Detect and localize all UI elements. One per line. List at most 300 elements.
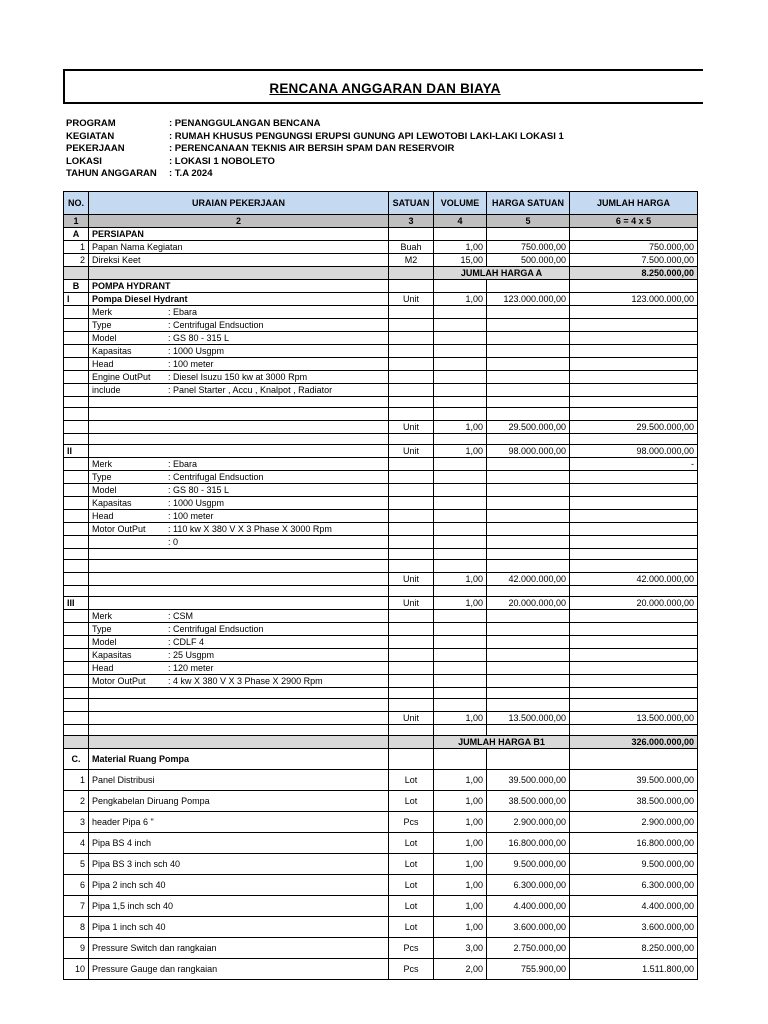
column-number: 3 — [389, 215, 434, 228]
spec-value: : CDLF 4 — [168, 636, 205, 647]
item-price: 123.000.000,00 — [487, 293, 570, 306]
item-price: 750.000,00 — [487, 241, 570, 254]
item-unit: Lot — [389, 896, 434, 917]
item-volume: 1,00 — [434, 896, 487, 917]
table-cell — [434, 332, 487, 345]
item-unit: Lot — [389, 875, 434, 896]
empty-row — [64, 408, 698, 421]
section-title: POMPA HYDRANT — [89, 280, 389, 293]
spec-row — [64, 471, 698, 484]
table-cell — [487, 675, 570, 688]
empty-cell — [89, 586, 389, 597]
spec-key: Kapasitas — [92, 345, 132, 356]
item-total: 39.500.000,00 — [570, 770, 698, 791]
empty-cell — [570, 408, 698, 421]
table-cell — [64, 471, 89, 484]
spec-value: : Centrifugal Endsuction — [168, 319, 264, 330]
extra-row — [64, 712, 698, 725]
table-cell — [434, 523, 487, 536]
empty-cell — [434, 688, 487, 699]
item-price: 9.500.000,00 — [487, 854, 570, 875]
column-number: 2 — [89, 215, 389, 228]
table-row — [64, 791, 698, 812]
table-cell — [487, 497, 570, 510]
info-row — [66, 156, 564, 169]
table-cell — [389, 497, 434, 510]
subtotal-label: JUMLAH HARGA A — [434, 267, 570, 280]
info-key: PEKERJAAN — [66, 143, 125, 155]
empty-cell — [434, 397, 487, 408]
table-cell — [487, 536, 570, 549]
pump-row — [64, 597, 698, 610]
table-cell — [570, 623, 698, 636]
empty-cell — [487, 586, 570, 597]
empty-cell — [487, 725, 570, 736]
spec-cell — [89, 345, 389, 358]
item-volume: 1,00 — [434, 293, 487, 306]
section-title: Material Ruang Pompa — [89, 749, 389, 770]
spec-value: : 1000 Usgpm — [168, 345, 225, 356]
empty-cell — [434, 725, 487, 736]
table-cell — [389, 458, 434, 471]
spec-row — [64, 649, 698, 662]
item-total: 4.400.000,00 — [570, 896, 698, 917]
item-unit: Pcs — [389, 938, 434, 959]
spec-value: : Diesel Isuzu 150 kw at 3000 Rpm — [168, 371, 308, 382]
empty-cell — [487, 688, 570, 699]
spec-key: Head — [92, 510, 114, 521]
info-key: LOKASI — [66, 155, 102, 167]
table-cell — [64, 458, 89, 471]
column-number: 6 = 4 x 5 — [570, 215, 698, 228]
empty-cell — [570, 699, 698, 712]
table-row — [64, 938, 698, 959]
section-no: A — [64, 228, 89, 241]
table-cell — [570, 497, 698, 510]
table-cell — [64, 358, 89, 371]
table-row — [64, 959, 698, 980]
column-number: 5 — [487, 215, 570, 228]
table-cell — [64, 662, 89, 675]
empty-cell — [389, 586, 434, 597]
item-total: 13.500.000,00 — [570, 712, 698, 725]
empty-cell — [570, 560, 698, 573]
info-key: KEGIATAN — [66, 130, 115, 142]
item-price: 2.750.000,00 — [487, 938, 570, 959]
item-volume: 1,00 — [434, 573, 487, 586]
extra-row — [64, 421, 698, 434]
subtotal-row — [64, 736, 698, 749]
table-cell — [570, 306, 698, 319]
table-cell — [434, 280, 487, 293]
empty-cell — [89, 549, 389, 560]
spec-value: : 120 meter — [168, 662, 214, 673]
spec-row — [64, 623, 698, 636]
empty-cell — [570, 434, 698, 445]
spec-row — [64, 384, 698, 397]
table-cell — [389, 636, 434, 649]
column-number: 4 — [434, 215, 487, 228]
spec-key: Model — [92, 636, 117, 647]
table-cell — [389, 536, 434, 549]
empty-cell — [64, 560, 89, 573]
item-no: 6 — [64, 875, 89, 896]
empty-cell — [389, 434, 434, 445]
table-cell — [570, 484, 698, 497]
table-cell — [434, 306, 487, 319]
spec-row — [64, 345, 698, 358]
table-cell — [570, 649, 698, 662]
table-cell — [389, 384, 434, 397]
header-unit: SATUAN — [389, 192, 434, 215]
empty-cell — [434, 434, 487, 445]
table-cell — [89, 421, 389, 434]
item-volume: 15,00 — [434, 254, 487, 267]
item-unit: Unit — [389, 597, 434, 610]
title-box — [63, 69, 703, 104]
item-unit: Unit — [389, 573, 434, 586]
item-total: 9.500.000,00 — [570, 854, 698, 875]
table-cell — [64, 623, 89, 636]
table-cell — [570, 228, 698, 241]
empty-cell — [487, 549, 570, 560]
spec-value: : Centrifugal Endsuction — [168, 471, 264, 482]
table-cell — [64, 736, 89, 749]
table-cell — [434, 636, 487, 649]
table-cell — [570, 610, 698, 623]
info-value: : PERENCANAAN TEKNIS AIR BERSIH SPAM DAN RESERVOIR — [169, 143, 455, 155]
table-cell — [434, 675, 487, 688]
item-volume: 1,00 — [434, 791, 487, 812]
empty-cell — [89, 408, 389, 421]
section-no: C. — [64, 749, 89, 770]
pump-title — [89, 445, 389, 458]
section-no: B — [64, 280, 89, 293]
section-row — [64, 280, 698, 293]
item-price: 98.000.000,00 — [487, 445, 570, 458]
item-desc: Pipa BS 4 inch — [89, 833, 389, 854]
item-total: 1.511.800,00 — [570, 959, 698, 980]
table-cell — [487, 636, 570, 649]
table-cell — [64, 573, 89, 586]
spec-cell — [89, 458, 389, 471]
empty-cell — [64, 586, 89, 597]
table-row — [64, 896, 698, 917]
spec-key: Type — [92, 319, 112, 330]
subtotal-row — [64, 267, 698, 280]
table-cell — [570, 536, 698, 549]
table-cell — [434, 610, 487, 623]
table-cell — [389, 319, 434, 332]
table-cell — [487, 471, 570, 484]
item-total: 16.800.000,00 — [570, 833, 698, 854]
empty-row — [64, 688, 698, 699]
table-cell — [570, 510, 698, 523]
table-cell — [434, 345, 487, 358]
item-price: 39.500.000,00 — [487, 770, 570, 791]
item-desc: header Pipa 6 " — [89, 812, 389, 833]
table-cell — [64, 497, 89, 510]
spec-cell — [89, 623, 389, 636]
item-desc: Pressure Gauge dan rangkaian — [89, 959, 389, 980]
item-volume: 2,00 — [434, 959, 487, 980]
item-unit: Pcs — [389, 812, 434, 833]
table-cell — [89, 712, 389, 725]
table-cell — [434, 319, 487, 332]
empty-row — [64, 434, 698, 445]
spec-key: Head — [92, 662, 114, 673]
empty-cell — [389, 408, 434, 421]
item-desc: Pengkabelan Diruang Pompa — [89, 791, 389, 812]
item-price: 2.900.000,00 — [487, 812, 570, 833]
header-unit-price: HARGA SATUAN — [487, 192, 570, 215]
table-cell — [487, 228, 570, 241]
table-cell — [64, 332, 89, 345]
table-cell — [570, 280, 698, 293]
pump-row — [64, 293, 698, 306]
table-cell — [389, 228, 434, 241]
subtotal-label: JUMLAH HARGA B1 — [434, 736, 570, 749]
empty-cell — [570, 688, 698, 699]
spec-key: include — [92, 384, 121, 395]
table-cell — [389, 749, 434, 770]
table-cell — [89, 573, 389, 586]
table-cell — [64, 306, 89, 319]
item-unit: Lot — [389, 770, 434, 791]
spec-value: : Ebara — [168, 458, 198, 469]
column-number: 1 — [64, 215, 89, 228]
spec-value: : Panel Starter , Accu , Knalpot , Radiator — [168, 384, 333, 395]
table-cell — [389, 332, 434, 345]
table-row — [64, 875, 698, 896]
empty-cell — [389, 699, 434, 712]
item-desc: Papan Nama Kegiatan — [89, 241, 389, 254]
spec-cell — [89, 358, 389, 371]
table-cell — [64, 712, 89, 725]
table-cell — [389, 371, 434, 384]
table-cell — [434, 371, 487, 384]
empty-cell — [389, 725, 434, 736]
spec-row — [64, 662, 698, 675]
empty-cell — [64, 397, 89, 408]
item-unit: Lot — [389, 833, 434, 854]
table-cell — [434, 662, 487, 675]
empty-row — [64, 549, 698, 560]
spec-key: Model — [92, 332, 117, 343]
item-price: 29.500.000,00 — [487, 421, 570, 434]
budget-table — [63, 191, 698, 980]
info-row — [66, 143, 564, 156]
table-cell — [487, 345, 570, 358]
table-cell — [570, 384, 698, 397]
item-volume: 1,00 — [434, 854, 487, 875]
table-row — [64, 854, 698, 875]
table-cell — [570, 358, 698, 371]
subtotal-value: 326.000.000,00 — [570, 736, 698, 749]
spec-value: : CSM — [168, 610, 194, 621]
table-cell — [487, 649, 570, 662]
item-unit: Lot — [389, 791, 434, 812]
table-cell — [570, 319, 698, 332]
table-cell — [487, 319, 570, 332]
spec-cell — [89, 662, 389, 675]
table-cell — [434, 623, 487, 636]
spec-cell — [89, 471, 389, 484]
item-price: 755.900,00 — [487, 959, 570, 980]
table-row — [64, 770, 698, 791]
table-cell — [64, 610, 89, 623]
spec-value: : 1000 Usgpm — [168, 497, 225, 508]
spec-value: : GS 80 - 315 L — [168, 332, 230, 343]
table-cell — [389, 345, 434, 358]
empty-row — [64, 699, 698, 712]
header-no: NO. — [64, 192, 89, 215]
header-total-price: JUMLAH HARGA — [570, 192, 698, 215]
spec-cell — [89, 497, 389, 510]
spec-row — [64, 636, 698, 649]
item-no: 5 — [64, 854, 89, 875]
item-total: 98.000.000,00 — [570, 445, 698, 458]
table-cell — [570, 675, 698, 688]
info-row — [66, 131, 564, 144]
table-cell — [487, 749, 570, 770]
spec-key: Kapasitas — [92, 649, 132, 660]
empty-row — [64, 397, 698, 408]
item-desc: Direksi Keet — [89, 254, 389, 267]
table-row — [64, 241, 698, 254]
spec-value: : 100 meter — [168, 358, 214, 369]
table-cell — [570, 523, 698, 536]
section-row — [64, 228, 698, 241]
info-value: : RUMAH KHUSUS PENGUNGSI ERUPSI GUNUNG API LEWOTOBI LAKI-LAKI LOKASI 1 — [169, 130, 564, 142]
item-total: 3.600.000,00 — [570, 917, 698, 938]
subtotal-value: 8.250.000,00 — [570, 267, 698, 280]
empty-cell — [487, 397, 570, 408]
spec-key: Type — [92, 471, 112, 482]
item-no: 8 — [64, 917, 89, 938]
table-cell — [487, 280, 570, 293]
item-unit: Unit — [389, 712, 434, 725]
table-cell — [389, 523, 434, 536]
spec-key: Engine OutPut — [92, 371, 151, 382]
table-cell — [64, 636, 89, 649]
table-row — [64, 833, 698, 854]
item-total: 20.000.000,00 — [570, 597, 698, 610]
empty-cell — [570, 586, 698, 597]
empty-cell — [389, 549, 434, 560]
table-cell — [389, 280, 434, 293]
empty-cell — [487, 699, 570, 712]
column-number-row — [64, 215, 698, 228]
spec-cell — [89, 536, 389, 549]
table-cell — [434, 358, 487, 371]
spec-value: : 25 Usgpm — [168, 649, 215, 660]
table-cell — [64, 675, 89, 688]
item-no: 7 — [64, 896, 89, 917]
item-total: 42.000.000,00 — [570, 573, 698, 586]
table-cell — [487, 484, 570, 497]
empty-cell — [89, 397, 389, 408]
item-total: 29.500.000,00 — [570, 421, 698, 434]
item-total: - — [570, 458, 698, 471]
item-no: 1 — [64, 241, 89, 254]
item-unit: Pcs — [389, 959, 434, 980]
item-no: 10 — [64, 959, 89, 980]
spec-row — [64, 332, 698, 345]
info-key: TAHUN ANGGARAN — [66, 168, 157, 180]
item-price: 3.600.000,00 — [487, 917, 570, 938]
spec-row — [64, 306, 698, 319]
table-cell — [487, 523, 570, 536]
item-volume: 3,00 — [434, 938, 487, 959]
item-no: 2 — [64, 254, 89, 267]
item-unit: Lot — [389, 854, 434, 875]
info-key: PROGRAM — [66, 118, 116, 129]
empty-cell — [434, 549, 487, 560]
table-cell — [89, 267, 389, 280]
spec-cell — [89, 510, 389, 523]
spec-value: : 100 meter — [168, 510, 214, 521]
table-cell — [389, 510, 434, 523]
item-volume: 1,00 — [434, 712, 487, 725]
empty-row — [64, 560, 698, 573]
spec-row — [64, 510, 698, 523]
empty-cell — [89, 725, 389, 736]
empty-row — [64, 725, 698, 736]
section-title: PERSIAPAN — [89, 228, 389, 241]
item-unit: Buah — [389, 241, 434, 254]
pump-title: Pompa Diesel Hydrant — [89, 293, 389, 306]
item-desc: Pipa 1,5 inch sch 40 — [89, 896, 389, 917]
table-cell — [64, 510, 89, 523]
spec-row — [64, 675, 698, 688]
table-cell — [64, 345, 89, 358]
table-cell — [389, 662, 434, 675]
document-title: RENCANA ANGGARAN DAN BIAYA — [269, 81, 501, 96]
spec-cell — [89, 636, 389, 649]
table-cell — [64, 649, 89, 662]
table-cell — [389, 610, 434, 623]
table-cell — [389, 306, 434, 319]
spec-key: Head — [92, 358, 114, 369]
header-description: URAIAN PEKERJAAN — [89, 192, 389, 215]
section-row — [64, 749, 698, 770]
empty-cell — [434, 560, 487, 573]
item-volume: 1,00 — [434, 241, 487, 254]
spec-key: Type — [92, 623, 112, 634]
item-total: 123.000.000,00 — [570, 293, 698, 306]
spec-row — [64, 610, 698, 623]
empty-cell — [64, 699, 89, 712]
table-cell — [389, 736, 434, 749]
empty-cell — [89, 560, 389, 573]
spec-cell — [89, 675, 389, 688]
item-volume: 1,00 — [434, 421, 487, 434]
empty-cell — [389, 688, 434, 699]
spec-key: Motor OutPut — [92, 523, 146, 534]
item-volume: 1,00 — [434, 597, 487, 610]
spec-key: Merk — [92, 458, 112, 469]
table-cell — [64, 536, 89, 549]
item-unit: Lot — [389, 917, 434, 938]
table-cell — [434, 484, 487, 497]
table-cell — [389, 358, 434, 371]
item-price: 16.800.000,00 — [487, 833, 570, 854]
table-cell — [487, 610, 570, 623]
spec-key: Model — [92, 484, 117, 495]
table-row — [64, 917, 698, 938]
spec-key: Kapasitas — [92, 497, 132, 508]
